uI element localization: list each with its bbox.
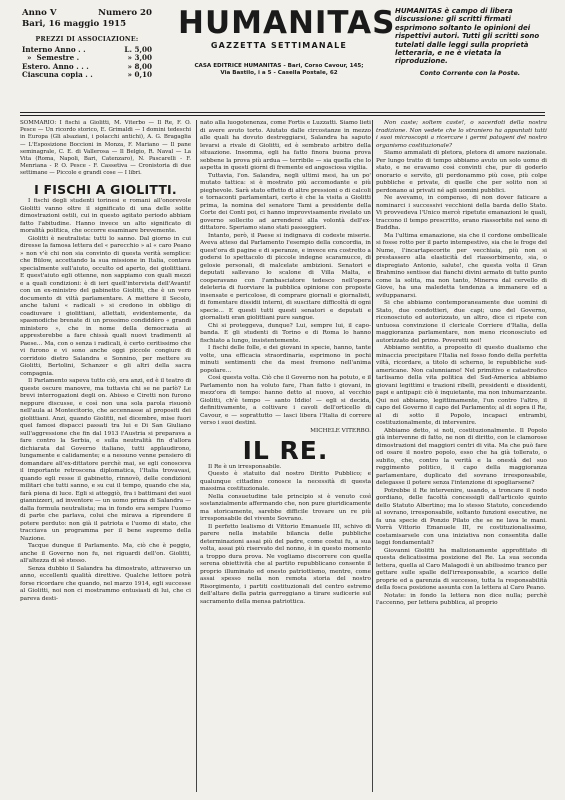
paragraph: Intanto, però, il Paese si indignava di codeste miserie. Aveva atteso dal Parlamento l'esempio della concordia, in quest'ora di pagine e di speranze, e invece era costretto a godersi lo spettacolo di piccole indegne scaramucce, di gelosie personali, di malcelate ambizioni. Senatori e deputati sallevano lo scalone di Villa Malta, e cooperavano con l'ambasciatore tedesco nell'opera deleteria di fuorviare la pubblica opinione con proposte insensate e pericolose, di comprare giornali e giornalisti, di fomentare dissidii interni, di suscitare difficoltà di ogni specie... E questi tutti questi senatori e deputati e giornalisti eran giolittiani pure sangue. [200,232,371,321]
price-label: Interno Anno . . [22,44,86,54]
summary: SOMMARIO: I fischi a Giolitti, M. Viterbo — Il Re, F. O. Pesce — Un ricordo storico, E. Grimaldi — I domini tedeschi in Europa (Gli alsaziani, i polacchi antichi), A. G. Bragaglia — L'Esposizione Boccioni in Monza, F. Mariano — Il pane seminagrale, C. E. di Vallerosa — Il Belgio, R. Naval — La Vita (Roma, Napoli, Bari, Catenzaro), N. Pascarelli - F. Menriana - P. O. Pesce - F. Cassetiva — Cronistoria di due settimane — Piccole e grandi cose — I libri. [20,120,191,177]
prices-title: PREZZI DI ASSOCIAZIONE: [35,36,139,43]
price-label: Estero. Anno . . . [22,61,89,71]
article-heading: I FISCHI A GIOLITTI. [34,181,177,197]
issue-line [22,8,152,19]
price-label: Ciascuna copia . . [22,70,93,80]
header-rule [20,112,545,113]
newspaper-title: HUMANITAS [178,5,396,41]
column-2 [200,120,371,792]
paragraph: Notate: in fondo la lettera non dice nulla; perchè l'accenno, per lettera pubblica, al proprio [376,592,547,606]
paragraph: Siamo ammalati di pletora, pletora di amore nazionale. Per lungo tratto di tempo abbiamo avuto un solo uomo di stato, e ne eravamo così convinti che, pur di goderlo onorario e servito, gli perdonammo più cose, più colpe pubbliche e private, di quelle che per solito non si perdonano ai privati né agli uomini pubblici. [376,150,547,194]
paragraph: Ma l'ultima emanazione, sia che il cordone ombellicale si fosse rotto per il parto intempestivo, sia che le froge del Nume, l'incartapecorite per vecchiaia, più non si prestassero alla elasticità del riassorbimento, sia, o dispregiato Antonio, salute!, che questa volta il Gran Brahmino sentisse dai fianchi divini armato di tutto punto come la solita, ma non tanto, Minerva dal cervello di Giove, ha una maledetta tendenza a immanere ed a sviluppanarsi. [376,232,547,299]
paragraph: Potrebbe il Re intervenire, usando, a troncare il nodo gordiano, delle facoltà concessigli dall'articolo quinto dello Statuto Albertino; ma lo stesso Statuto, concedendo al sovrano, irresponsabile, soltanto funzioni esecutive, ne fa una specie di Ponzio Pilato che se ne lava le mani. Vorrà Vittorio Emanuele III, re costituzionalissimo, costamisarsele con una iniziativa non consentita dalle leggi fondamentali? [376,487,547,546]
paragraph: Tuttavia, l'on. Salandra, negli ultimi mesi, ha un po' mutato tattica: si è mostrato più accomodante e più pieghevole. Sarà stato effetto di altre pressioni o di calcoli e tornaconti parlamentari, certo è che la visita a Giolitti prima, la nomina del senatore Tami a presidente della Corte dei Conti poi, ci hanno improvvisamente rivelato un governo sollecito ad arrendersi alla volontà dell'ex-dittatore. Speriamo siano stati passeggieri. [200,172,371,231]
author-signature: MICHELE VITERBO. [310,427,371,434]
paragraph: nato alla luogotenenza, come Fortis e Luzzatti. Siamo lieti di avere avuto torto. Aiutato dalle circostanze in mezzo alle quali ha dovuto destreggiarsi, Salandra ha saputo levarsi a rivale di Giolitti, ed è sembrato arbitro della situazione. Insomma, egli ha fatto finora buona prova sebbene la prova più ardua — terribile — sia quella che lo aspetta in questi giorni di fremente ed angosciosa vigilia. [200,120,371,171]
price-value: » 0,10 [127,70,152,80]
paragraph: I fischi degli studenti torinesi e romani all'onorevole Giolitti vanno oltre il significato di una delle solite dimostrazioni ostili, cui in questo agitato periodo abbiam fatto l'abitudine. Hanno invece un alto significato di moralità politica, che occorre esaminare brevemente. [20,198,191,235]
paragraph: Così questa volta. Ciò che il Governo non ha potuto, e il Parlamento non ha voluto fare, l'han fatto i giovani, in mezz'ora di tempo: hanno detto al nuovo, al vecchio Giolitti, ch'è tempo — santo Iddio! — egli si decida, definitivamente, a coltivare i cavoli dell'orticello di Cavour, e — soprattutto — lasci libera l'Italia di correre verso i suoi destini. [200,375,371,426]
paragraph: Si che abbiamo contemporaneamente due uomini di Stato, due condottieri, due capi; uno del Governo, riconosciuto ed autorizzato, un altro, dice ci ripete con untuosa convinzione il clericale Corriere d'Italia, della maggioranza parlamentare, non meno riconosciuto ed autorizzato del primo. Poveretti noi! [376,300,547,344]
paragraph: Senza dubbio il Salandra ha dimostrato, attraverso un anno, eccellenti qualità direttive. Qualche lettore potrà forse ricordare che quando, nel marzo 1914, egli successe al Giolitti, noi non ci mostrammo entusiasti di lui, che ci pareva desti- [20,565,191,602]
paragraph: Nella consuetudine tale principio si è venuto così sostanzialmente affermando che, non pure giuridicamente ma storicamente, sarebbe difficile trovare un re più irresponsabile del vivente Sovrano. [200,493,371,522]
price-value: L. 5,00 [124,44,152,54]
paragraph: Tacque dunque il Parlamento. Ma, ciò che è peggio, anche il Governo non fu, nei riguardi dell'on. Giolitti, all'altezza di sè stesso. [20,543,191,565]
paragraph: Il Parlamento sapeva tutto ciò, era anzi, ed è il teatro di queste oscure manovre, ma tuttavia chi se ne parlò? Le brevi interrogazioni degli on. Abisso e Ciretti non furono neppure discusse, e così non una sola parola risuonò nell'aula ai Montecitorio, che accennasse al propositi dei giolittiani. Anzi, quando Giolitti, nel dicembre, mise fuori quel famosi dispacci passati tra lui e Di San Giuliano sull'aggressione che fin dal 1913 l'Austria si preparava a fare contro la Serbia, e sulla neutralità fin d'allora dichiarata dal Governo italiano, tutti applaudirono, lungamente e calidamente; e a nessuno venne pensiero di domandare all'ex-dittatore perchè mai, se egli conosceva il importante retroscena diplomatica, l'Italia trovavasi, quando egli resse il gabinetto, rinnovò, delle condizioni militari che tutti sanno, e su cui il tempo, quando che sia, farà piena di luce. Egli si atteggiò, fra i battimani dei suoi giannizzeri, ad inventore — un uomo prima di Salandra — dalla formula neutralista; ma in fondo era sempre l'uomo di parte che parlava, colui che mirava a riprendere il potere perduto: non già il patriota e l'uomo di stato, che tracciava un programma per il bene supremo della Nazione. [20,378,191,542]
publisher-info [178,63,380,77]
header-rule [20,115,545,116]
paragraph: Giolitti è neutralista: tutti lo sanno. Dal giorno in cui diresse la famosa lettera del « parecchio » al « caro Peano » non v'è chi non sia convinto di questa verità semplice: che Bülow, accettando la sua missione in Italia, contava specialmente sull'aiuto, occulto od aperto, dei giolittiani. E quest'aiuto egli ottenne, non sappiamo con quali mezzi e a quali condizioni: è di ieri quell'intervista dell'Avanti! con un ex-ministro del gabinetto Giolitti, che è un vero documento di viltà parlamentare. A mettere il Secolo, anche taluni « radicali » si credono in obbligo di coadiuvare i giolittiani, allettati, evidentemente, da spasmodiche brenate di un prossimo condiddèro « grandi ministero », che in nome della democrazia ai appresterebbe a fare chissà quali nuovi tradimenti al Paese... Ma, con o senza i radicali, è certo ceritissimo che vi furono e vi sono anche oggi piccole congiure di corridoio dietro Salandra e Sonnino, per mettere su Giolitti, Bertolini, Schanzer e gli altri della sacra compagnia. [20,235,191,377]
newspaper-subtitle: GAZZETTA SETTIMANALE [210,41,348,50]
publisher-line: Via Bastilo, i a 5 - Casella Postale, 62 [220,70,338,76]
price-value: » 3,00 [127,53,152,63]
paragraph: Giovanni Giolitti ha malizionamente approfittato di questa delicatissima posizione del Re. La sua seconda lettera, quella al Caro Malagodi è un abilissimo tranco per gettare sulle spalle dell'irresponsabile, a scarico delle proprie ed a garenzia di successo, tutta la responsabilità della fosca posizione assunta con la lettera al Caro Peano. [376,547,547,591]
paragraph: Non caste; soltem caste!, o sacerdoti della nostra tradizione. Non vedete che lo straniero ha appuntati tutti i suoi microscopii a ricercare i germi patogeni del nostro organismo costituzionale? [376,120,547,149]
paragraph: Ne avevamo, in compenso, di non dover faticare a nominarci i successivi vecchioni della barda dello Stato. Vi provvedeva l'Unico mercè ripetute emanazioni le quali, traccono il tempo prescritto, erano riassorbite nel seno di Buddha. [376,195,547,231]
price-value: » 8,00 [127,61,152,71]
paragraph: Il Re è un irresponsabile. [208,463,282,470]
price-table [22,46,152,80]
publisher-line: CASA EDITRICE HUMANITAS - Bari, Corso Cavour, 145; [194,63,364,69]
notice-text: HUMANITAS è campo di libera discussione: gli scritti firmati esprimono soltanto le opinioni dei rispettivi autori. Tutti gli scritti sono tutelati dalle leggi sulla proprietà letteraria, e ne è vietata la riproduzione. [395,7,540,66]
paragraph: Abbiamo detto, si noti, costituzionalmente. Il Popolo già intervenne di fatto, ne non di diritto, con le clamorose dimostrazioni del maggiori centri di vita. Ma che può fare od osare il nostro popolo, esso che ha già tollerato, o subito, che, contro la verità e la onestà del suo reggimento politico, il capo della maggioranza parlamentare, duplicato del sovrano irresponsabile, delegasse il potere senza l'intenzione di spogliarsene? [376,427,547,486]
masthead [178,5,396,77]
issue-year: Anno V [22,8,57,18]
price-row [22,71,152,80]
price-label: » Semestre . [22,53,80,63]
paragraph: Questo è statuito dal nostro Diritto Pubblico; e qualunque cittadino conosce la necessità di questa massima costituzionale. [200,471,371,492]
column-3 [376,120,547,792]
paragraph: I fischi delle folle, e dei giovani in specie, hanno, tante volte, una efficacia straordinaria, esprimono in pochi minuti sentimenti che da mesi fremono nell'anima popolare... [200,345,371,374]
paragraph: Chi si proteggeva, dunque? Lui, sempre lui, il capo-banda. E gli studenti di Torino e di Roma lo hanno fischiato a lungo, insistentemente. [200,322,371,344]
editorial-notice [395,7,545,78]
column-divider [372,120,373,792]
column-1 [20,120,191,792]
paragraph: Abbiamo sentito, a proposito di questo dualismo che minaccia precipitare l'Italia nel fosso fondo della perfetta viltà, ricordare, a titolo di scherno, le repubbliche sud-americane. Non calunniamo! Nel primitivo e catastrofico tarlisamo della vita politica del Sud-America abbiamo giovani legittimi e trazioni ribelli, presidenti e dissidenti, papi e antipapi: ciò è inquietante, ma non inhumarzzante. Qui noi abbiamo, legittimamente, l'un contro l'altro, il capo del Governo il capo del Parlamento; al di sopra il Re, al di sotto il Popolo, incapaci entrambi, costituzionalmente, di intervenire. [376,345,547,426]
issue-info [22,8,152,80]
postal-account: Conto Corrente con la Poste. [419,69,521,77]
article-heading: IL RE. [242,436,329,465]
column-divider [196,120,197,792]
place-date: Bari, 16 maggio 1915 [22,18,127,29]
paragraph: Il perfetto lealismo di Vittorio Emanuele III, schivo di parere nella instabile bilancia delle pubbliche determinazioni assai più del padre, come costui fu, a sua volta, assai più riservato del nonno, è in questo momento a troppo dura prova. Ne vogliamo discorrere con quella serena obiettività che al partito repubblicano consente il proprio illuminato ed onesto patriottismo, mentre, come assai spesso nella non remota storia del nostro Risorgimento, i partiti costituzionali del centro estremo dell'altare della patria garreggiano a tirare sudicerie sul sacramento della mensa patriottica. [200,523,371,605]
issue-number: Numero 20 [98,8,152,18]
